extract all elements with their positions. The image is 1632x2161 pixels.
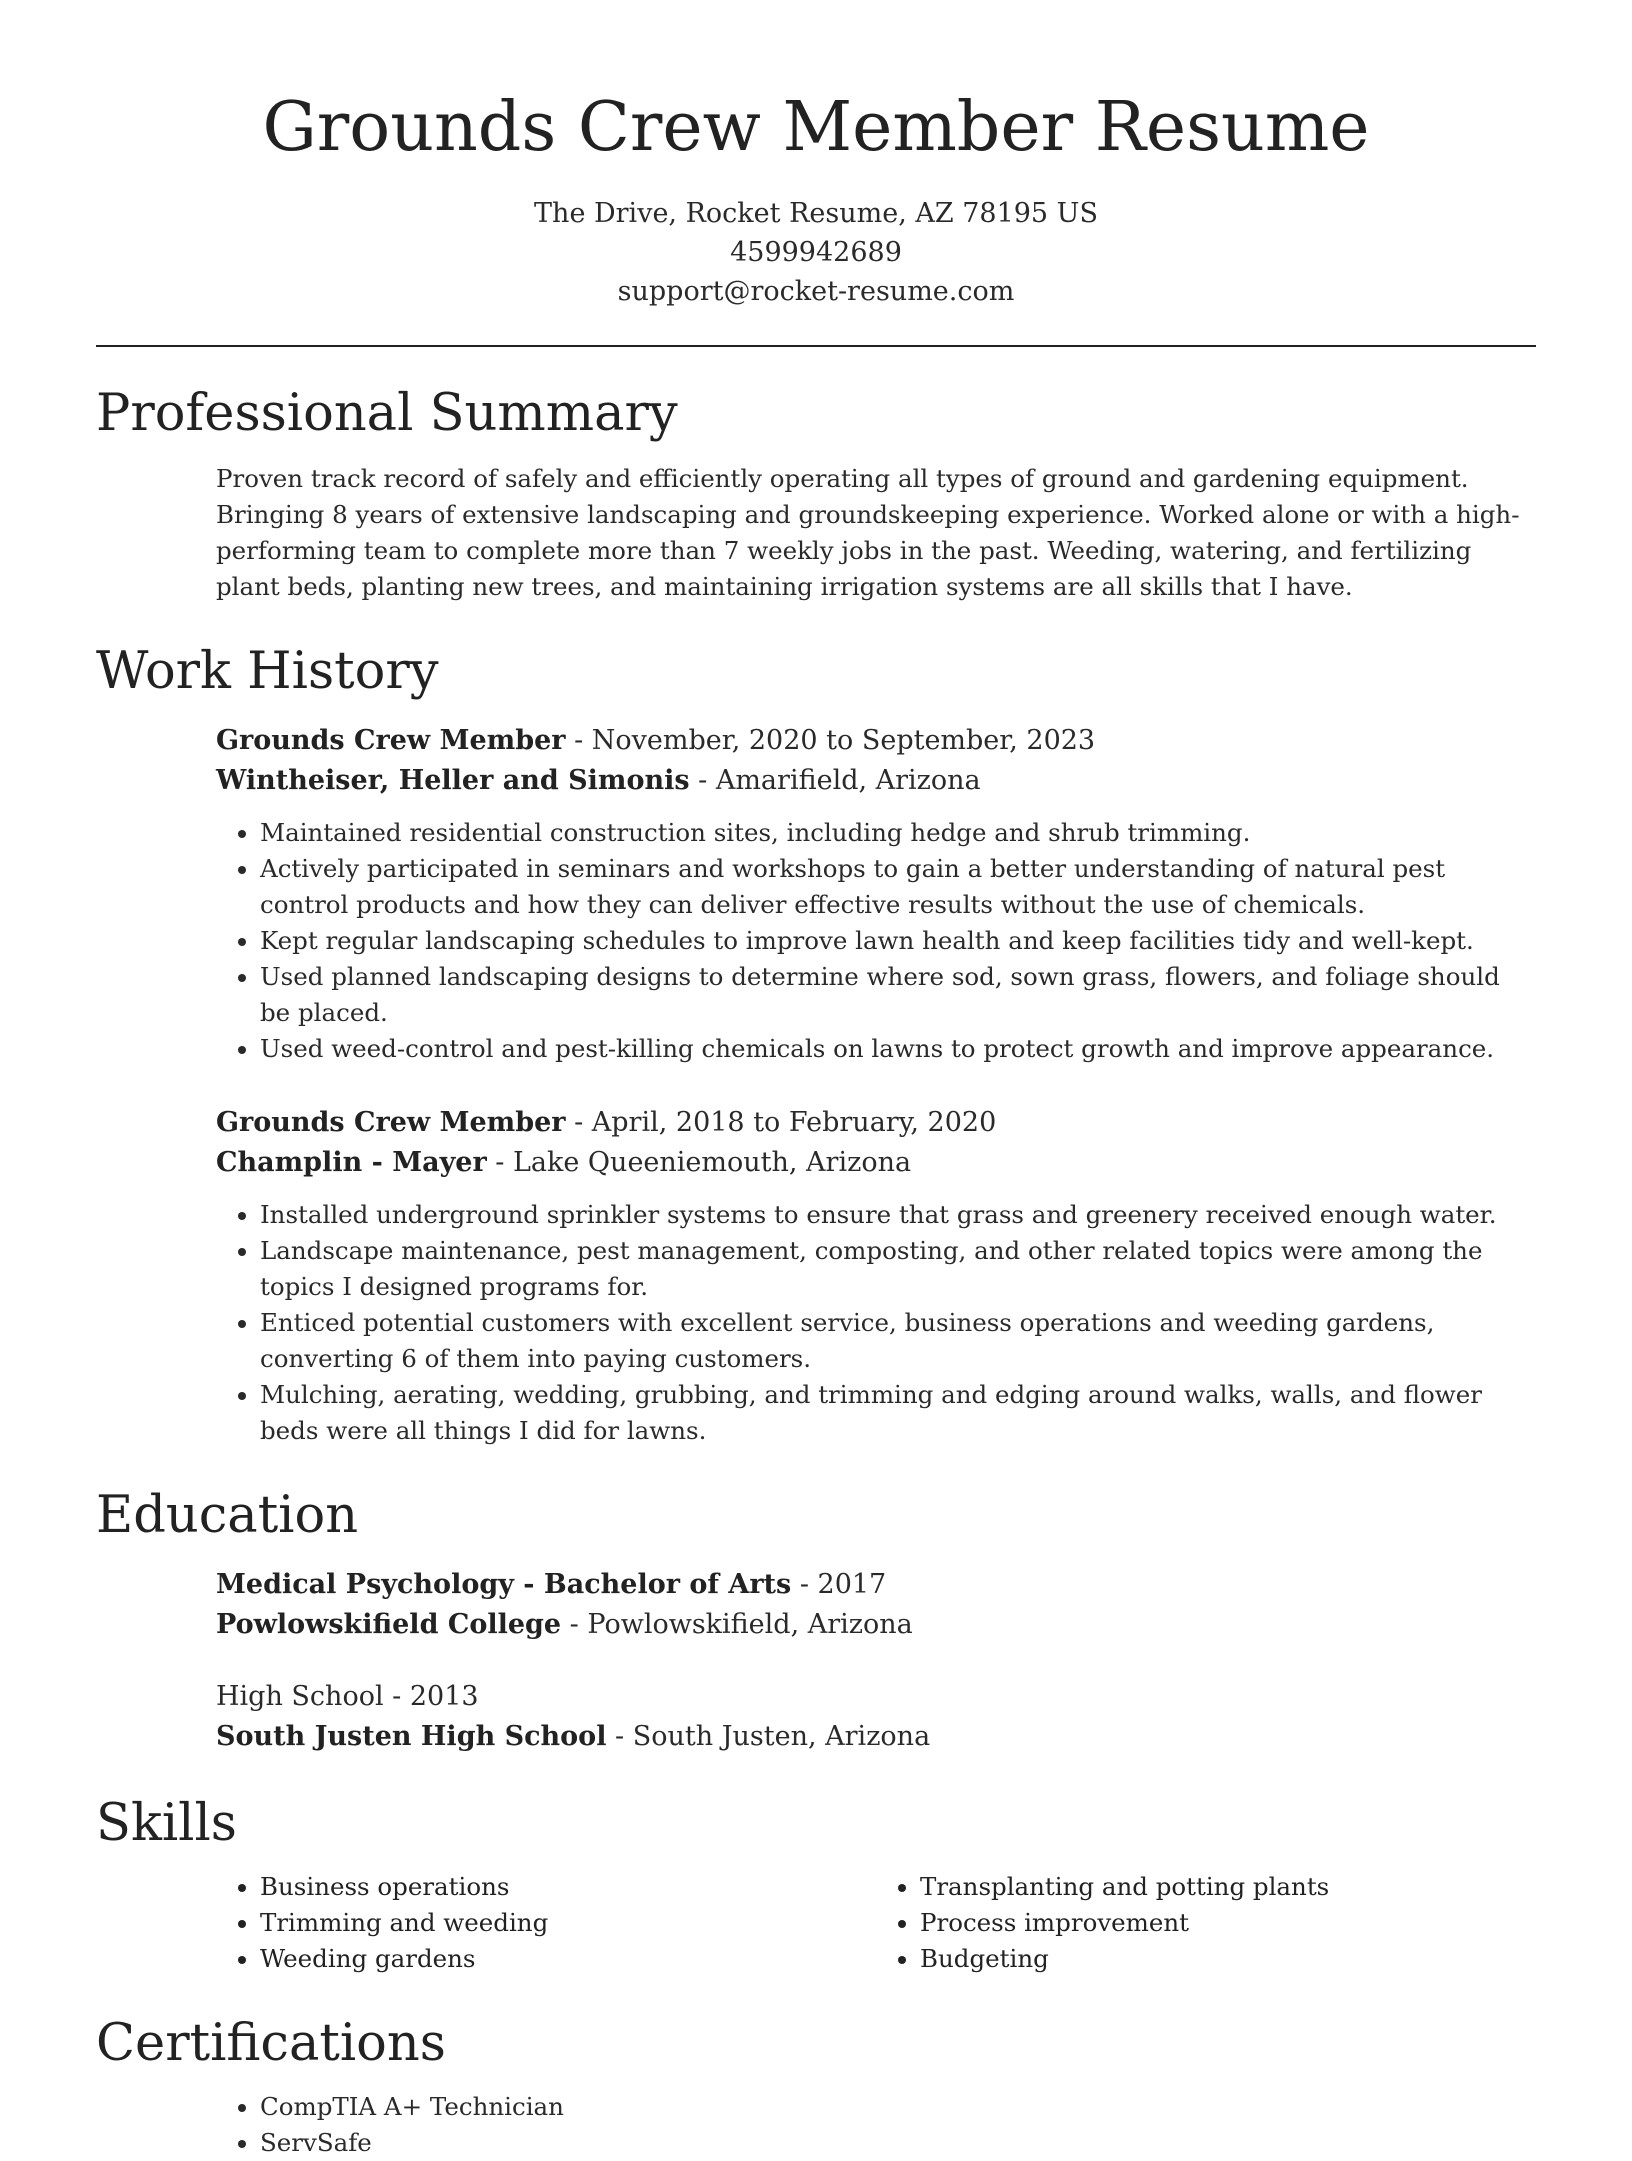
degree-year: - 2013	[383, 1681, 479, 1712]
list-item: • Budgeting	[920, 1941, 1536, 1977]
list-item: • Mulching, aerating, wedding, grubbing, and trimming and edging around walks, walls, and flower beds were all things I did for lawns.	[260, 1377, 1536, 1449]
school-location: - South Justen, Arizona	[606, 1721, 931, 1752]
summary-heading: Professional Summary	[96, 384, 678, 443]
job-entry	[216, 721, 1536, 1067]
certifications-heading: Certifications	[96, 2014, 446, 2073]
list-item: • Business operations	[260, 1869, 876, 1905]
job-dates: - April, 2018 to February, 2020	[565, 1107, 997, 1138]
job-title-line	[216, 721, 1536, 801]
list-item: • Kept regular landscaping schedules to improve lawn health and keep facilities tidy and well-kept.	[260, 923, 1536, 959]
job-location: - Lake Queeniemouth, Arizona	[486, 1147, 912, 1178]
job-bullets	[216, 815, 1536, 1067]
school: South Justen High School	[216, 1721, 607, 1752]
list-item: • Process improvement	[920, 1905, 1536, 1941]
skills-column-right	[876, 1869, 1536, 1977]
list-item: • Used weed-control and pest-killing chemicals on lawns to protect growth and improve appearance.	[260, 1031, 1536, 1067]
skills-heading: Skills	[96, 1794, 237, 1853]
degree: Medical Psychology - Bachelor of Arts	[216, 1569, 792, 1600]
address: The Drive, Rocket Resume, AZ 78195 US	[534, 198, 1098, 229]
job-company: Wintheiser, Heller and Simonis	[216, 765, 690, 796]
job-title-line	[216, 1103, 1536, 1183]
job-location: - Amarifield, Arizona	[689, 765, 981, 796]
degree-year: - 2017	[791, 1569, 887, 1600]
resume-content	[0, 347, 1632, 2161]
certifications-block	[216, 2089, 1536, 2161]
education-heading: Education	[96, 1486, 359, 1545]
list-item: • Actively participated in seminars and workshops to gain a better understanding of natural pest control products and how they can deliver effective results without the use of chemicals.	[260, 851, 1536, 923]
list-item: • Weeding gardens	[260, 1941, 876, 1977]
job-role: Grounds Crew Member	[216, 725, 566, 756]
education-entry	[216, 1677, 1536, 1757]
list-item: • Maintained residential construction sites, including hedge and shrub trimming.	[260, 815, 1536, 851]
job-company: Champlin - Mayer	[216, 1147, 487, 1178]
summary-text: Proven track record of safely and efficiently operating all types of ground and gardening equipment. Bringing 8 years of extensive landscaping and groundskeeping experience. Worked alone or with a high-performing team to complete more than 7 weekly jobs in the past. Weeding, watering, and fertilizing plant beds, planting new trees, and maintaining irrigation systems are all skills that I have.	[216, 464, 1520, 601]
job-dates: - November, 2020 to September, 2023	[565, 725, 1096, 756]
list-item: • Trimming and weeding	[260, 1905, 876, 1941]
list-item: • ServSafe	[260, 2125, 1536, 2161]
degree: High School	[216, 1681, 384, 1712]
list-item: • Enticed potential customers with excellent service, business operations and weeding gardens, converting 6 of them into paying customers.	[260, 1305, 1536, 1377]
education-entry	[216, 1565, 1536, 1645]
skills-list	[216, 1869, 1536, 1977]
job-role: Grounds Crew Member	[216, 1107, 566, 1138]
school: Powlowskifield College	[216, 1609, 562, 1640]
job-entry	[216, 1103, 1536, 1449]
resume-title: Grounds Crew Member Resume	[262, 88, 1370, 167]
job-bullets	[216, 1197, 1536, 1449]
phone: 4599942689	[730, 237, 902, 268]
school-location: - Powlowskifield, Arizona	[561, 1609, 913, 1640]
contact-block	[0, 194, 1632, 311]
resume-header	[0, 0, 1632, 311]
certifications-list	[216, 2089, 1536, 2161]
email: support@rocket-resume.com	[617, 276, 1015, 307]
list-item: • Used planned landscaping designs to determine where sod, sown grass, flowers, and foliage should be placed.	[260, 959, 1536, 1031]
list-item: • Installed underground sprinkler systems to ensure that grass and greenery received enough water.	[260, 1197, 1536, 1233]
list-item: • Transplanting and potting plants	[920, 1869, 1536, 1905]
work-heading: Work History	[96, 642, 439, 701]
skills-column-left	[216, 1869, 876, 1977]
list-item: • CompTIA A+ Technician	[260, 2089, 1536, 2125]
list-item: • Landscape maintenance, pest management, composting, and other related topics were among the topics I designed programs for.	[260, 1233, 1536, 1305]
